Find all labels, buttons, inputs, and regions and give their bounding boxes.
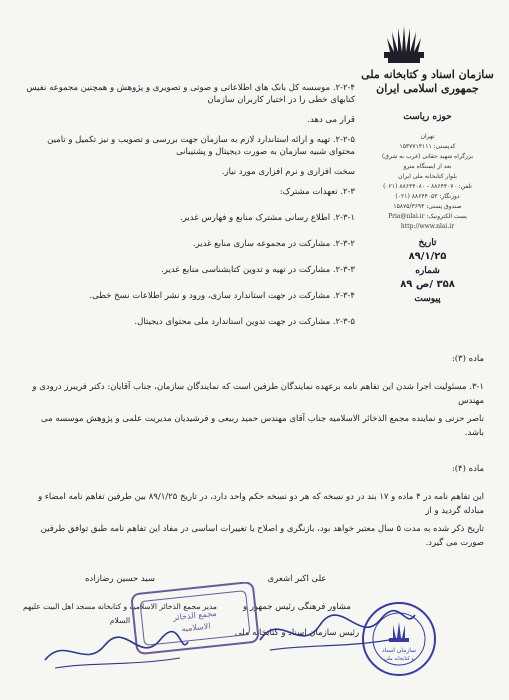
signer-title: مدیر مجمع الذخائر الاسلامیه و کتابخانه مسجد اهل البیت علیهم السلام [23, 602, 217, 625]
organization-name [360, 68, 495, 96]
contact-line: بزرگراه شهید حقانی (غرب به شرق) [381, 153, 474, 160]
letter-meta [360, 236, 495, 306]
contact-line: دورنگار: ۸۸۶۴۴۰۵۳ (۰۲۱) [395, 193, 460, 200]
svg-text:الاسلامیه: الاسلامیه [180, 621, 212, 634]
list-item: ۲-۳-۵. مشارکت در جهت تدوین استاندارد ملی محتوای دیجیتال. [134, 317, 355, 327]
paragraph: ۲-۲-۵. تهیه و ارائه استاندارد لازم به سازمان جهت بررسی و تصویب و نیز تکمیل و تامین محتوای شبیه سازمان به صورت دیجیتال و پشتیبانی [47, 135, 355, 157]
number-value: ۳۵۸ /ص ۸۹ [400, 279, 455, 290]
attachment-label: پیوست [414, 294, 441, 304]
book-emblem-icon [380, 22, 428, 66]
contact-block [360, 132, 495, 232]
paragraph: ناصر حزنی و نماینده مجمع الذخائر الاسلامیه جناب آقای مهندس حمید ربیعی و فرشیدیان مدیریت علمی و پژوهش موسسه می باشد. [41, 414, 484, 438]
signer-name: سید حسین رضازاده [84, 574, 156, 584]
paragraph: این تفاهم نامه در ۴ ماده و ۱۷ بند در دو نسخه که هر دو نسخه حکم واحد دارد، در تاریخ ۸۹/۱/۲۵ بین طرفین تفاهم نامه امضاء و مبادله گردید و از [38, 492, 484, 516]
paragraph: سخت افزاری و نرم افزاری مورد نیاز. [221, 167, 355, 177]
list-item: ۲-۳-۳. مشارکت در تهیه و تدوین کتابشناسی منابع غدیر. [161, 265, 355, 275]
signer-title: رئیس سازمان اسناد و کتابخانه ملی [234, 628, 360, 638]
paragraph: قرار می دهد. [307, 115, 355, 125]
contact-line: بعد از ایستگاه مترو [403, 163, 452, 170]
contact-line: پست الکترونیک: Pria@nlai.ir [388, 213, 467, 220]
paragraph: ۲-۲-۴. موسسه کل بانک های اطلاعاتی و صوتی و تصویری و پژوهش و همچنین مجموعه نفیس کتابهای خطی را در اختیار کاربران سازمان [26, 83, 355, 105]
list-item: ۲-۳-۴. مشارکت در جهت استاندارد سازی، ورود و نشر اطلاعات نسخ خطی. [89, 291, 355, 301]
contact-line: تهران [420, 133, 435, 140]
number-label: شماره [415, 266, 440, 276]
article-4 [24, 462, 484, 550]
org-name-line-2: جمهوری اسلامی ایران [376, 82, 479, 95]
org-name-line-1: سازمان اسناد و کتابخانه ملی [361, 68, 494, 81]
paragraph: تاریخ ذکر شده به مدت ۵ سال معتبر خواهد بود، بازنگری و اصلاح یا تغییرات اساسی در مفاد این تفاهم نامه طبق توافق طرفین صورت می گیرد. [40, 524, 484, 548]
date-label: تاریخ [418, 238, 437, 248]
signer-title: مشاور فرهنگی رئیس جمهور و [243, 602, 351, 612]
contact-line: http://www.nlai.ir [400, 223, 455, 230]
svg-text:سازمان اسناد: سازمان اسناد [381, 647, 417, 654]
list-item: ۲-۳-۲. مشارکت در مجموعه سازی منابع غدیر. [192, 239, 355, 249]
article-heading: ماده (۴): [451, 464, 484, 474]
contact-line: تلفن: ۸۸۶۴۴۰۷۰ - ۸۸۶۴۴۰۸۰ (۰۲۱) [383, 183, 472, 190]
article-heading: ماده (۳): [451, 354, 484, 364]
svg-text:و کتابخانه ملی: و کتابخانه ملی [384, 656, 414, 662]
list-item: ۲-۳-۱. اطلاع رسانی مشترک منابع و فهارس غدیر. [179, 213, 355, 223]
contact-line: کدپستی: ۱۵۳۷۷۱۴۱۱۱ [399, 143, 456, 150]
paragraph: ۳-۱. مسئولیت اجرا شدن این تفاهم نامه برعهده نمایندگان طرفین است که نمایندگان سازمان، جناب آقایان: دکتر فریبرز درودی و مهندس [32, 382, 484, 406]
contact-line: بلوار کتابخانه ملی ایران [398, 173, 457, 180]
article-3 [24, 352, 484, 440]
date-value: ۸۹/۱/۲۵ [408, 251, 447, 262]
signature-scribble-right [250, 600, 420, 660]
signature-scribble-left [40, 630, 190, 675]
svg-text:مجمع الذخائر: مجمع الذخائر [172, 608, 217, 623]
contact-line: صندوق پستی: ۱۵۸۷۵/۳۶۹۳ [393, 203, 462, 210]
letterhead [360, 22, 495, 306]
letter-body [25, 82, 355, 328]
section-heading: ۲-۳. تعهدات مشترک: [279, 187, 355, 197]
department-title: حوزه ریاست [403, 112, 452, 122]
signer-name: علی اکبر اشعری [267, 574, 327, 584]
